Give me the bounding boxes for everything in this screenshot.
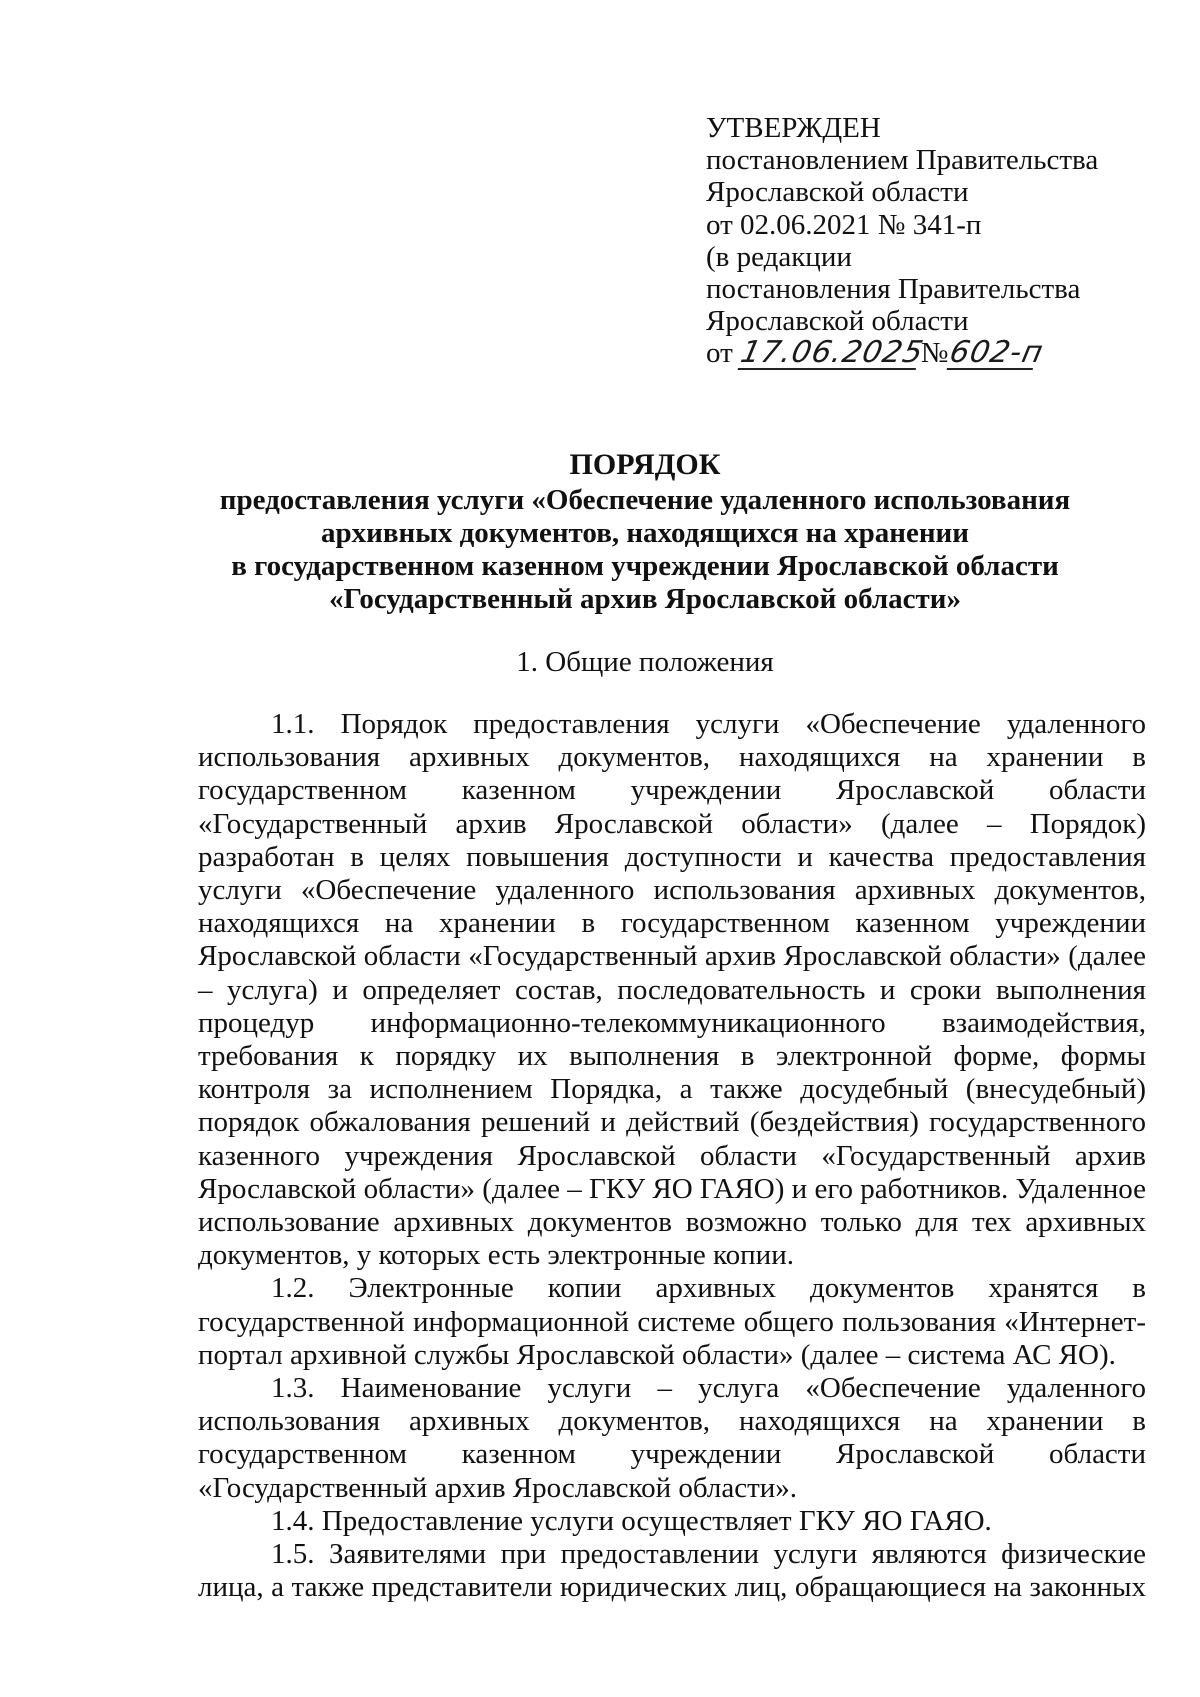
approval-line: от 02.06.2021 № 341-п [706, 208, 982, 241]
approval-line: (в редакции [706, 240, 852, 273]
document-subtitle-line: предоставления услуги «Обеспечение удаленного использования [219, 484, 1071, 516]
document-title-block [120, 448, 1170, 616]
approval-from-prefix: от [706, 337, 733, 370]
approval-line: постановлением Правительства [706, 144, 1099, 177]
approval-line: УТВЕРЖДЕН [706, 112, 881, 144]
paragraph: 1.1. Порядок предоставления услуги «Обеспечение удаленного использования архивных документов, находящихся на хранении в государственном казенном учреждении Ярославской области «Государственный архив Ярославской области» (далее – Порядок) разработан в целях повышения доступности и качества предоставления услуги «Обеспечение удаленного использования архивных документов, находящихся на хранении в государственном казенном учреждении Ярославской области «Государственный архив Ярославской области» (далее – услуга) и определяет состав, последовательность и сроки выполнения процедур информационно-телекоммуникационного взаимодействия, требования к порядку их выполнения в электронной форме, формы контроля за исполнением Порядка, а также досудебный (внесудебный) порядок обжалования решений и действий (бездействия) государственного казенного учреждения Ярославской области «Государственный архив Ярославской области» (далее – ГКУ ЯО ГАЯО) и его работников. Удаленное использование архивных документов возможно только для тех архивных документов, у которых есть электронные копии. [198, 708, 1146, 1272]
approval-stamp-block [706, 112, 1146, 370]
document-subtitle-line: «Государственный архив Ярославской области» [328, 583, 962, 615]
document-body [198, 708, 1146, 1604]
handwritten-date: 17.06.2025 [737, 334, 927, 370]
document-subtitle-line: в государственном казенном учреждении Ярославской области [231, 550, 1059, 582]
paragraph: 1.5. Заявителями при предоставлении услуги являются физические лица, а также представители юридических лиц, обращающиеся на законных [198, 1538, 1146, 1604]
approval-line: постановления Правительства [706, 273, 1081, 306]
approval-line: Ярославской области [706, 305, 969, 338]
paragraph: 1.3. Наименование услуги – услуга «Обеспечение удаленного использования архивных документов, находящихся на хранении в государственном казенном учреждении Ярославской области «Государственный архив Ярославской области». [198, 1372, 1146, 1504]
paragraph: 1.2. Электронные копии архивных документов хранятся в государственной информационной системе общего пользования «Интернет-портал архивной службы Ярославской области» (далее – система АС ЯО). [198, 1272, 1146, 1371]
handwritten-number: 602-п [947, 334, 1048, 370]
approval-date-number-line [706, 334, 1146, 370]
section-heading: 1. Общие положения [516, 646, 774, 678]
paragraph: 1.4. Предоставление услуги осуществляет ГКУ ЯО ГАЯО. [271, 1504, 992, 1537]
approval-line: Ярославской области [706, 176, 969, 209]
document-subtitle-line: архивных документов, находящихся на хранении [321, 517, 969, 549]
document-title: ПОРЯДОК [569, 448, 721, 481]
number-sign: № [920, 337, 949, 370]
